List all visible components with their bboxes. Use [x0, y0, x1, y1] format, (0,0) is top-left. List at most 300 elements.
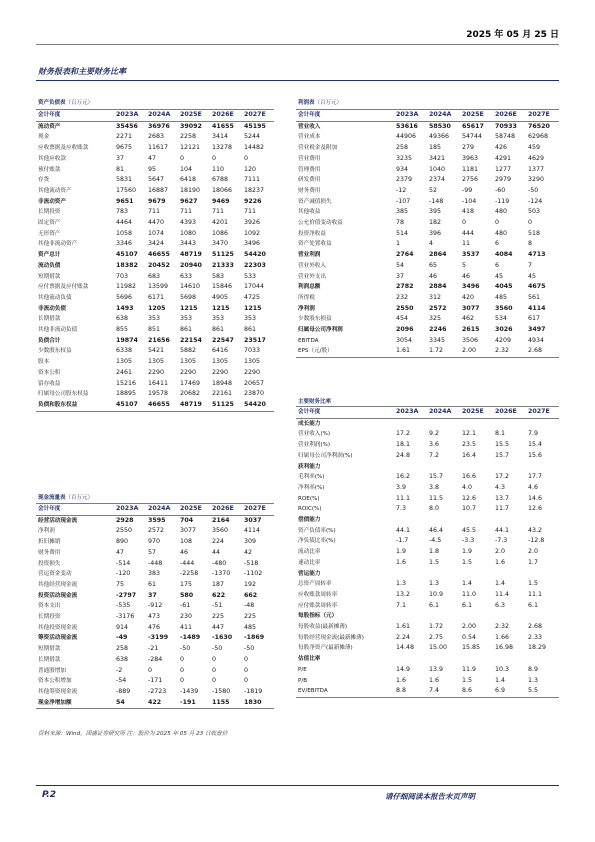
row-label: 折旧摊销	[38, 539, 61, 546]
row-value: 15.85	[462, 644, 481, 652]
row-value: 21656	[148, 336, 170, 344]
row-value: 182	[429, 219, 442, 227]
row-value: 14.48	[396, 644, 415, 652]
row-label: 净利率(%)	[298, 484, 325, 491]
table-row	[36, 143, 274, 154]
row-label: 营业利润(%)	[298, 442, 331, 449]
row-value: 1.61	[396, 623, 411, 631]
row-label: 留存收益	[38, 380, 61, 387]
row-value: 22154	[180, 336, 202, 344]
table-row	[296, 622, 559, 633]
row-value: 4725	[244, 293, 261, 301]
ratios-title-text: 主要财务比率	[298, 399, 332, 405]
row-value: 20452	[148, 261, 170, 269]
row-value: 7033	[244, 347, 261, 355]
table-row	[296, 282, 559, 293]
row-value: 2615	[462, 326, 480, 334]
income-statement-table	[296, 109, 559, 358]
row-value: 9.2	[429, 430, 440, 438]
row-value: 4201	[212, 219, 229, 227]
row-value: 23870	[244, 390, 265, 398]
row-value: 4470	[148, 219, 165, 227]
row-value: 309	[244, 538, 257, 546]
row-value: 4114	[244, 527, 261, 535]
row-value: 47	[116, 548, 125, 556]
row-label: 财务费用	[38, 549, 61, 556]
table-row	[296, 121, 559, 132]
row-value: 3346	[116, 240, 133, 248]
row-value: 58530	[429, 122, 451, 130]
row-value: 2.0	[528, 548, 539, 556]
row-value: -1439	[180, 687, 199, 695]
row-value: 2096	[396, 326, 414, 334]
row-value: 15.00	[429, 644, 448, 652]
table-row	[296, 590, 559, 601]
row-value: 7.4	[427, 686, 460, 697]
row-label: 其他经营现金流	[38, 581, 78, 588]
row-value: 534	[495, 315, 508, 323]
row-value: 54420	[242, 400, 274, 411]
row-value: -120	[116, 570, 131, 578]
row-value: 258	[116, 645, 129, 653]
row-value: 6.1	[429, 601, 440, 609]
row-value: 2928	[116, 516, 134, 524]
row-label: 营运资金变动	[38, 571, 72, 578]
table-row	[296, 314, 559, 325]
row-value: 2864	[429, 251, 447, 259]
row-value: 638	[116, 655, 129, 663]
table-row	[296, 601, 559, 612]
row-label: 现金净增加额	[36, 698, 114, 709]
row-value: 11	[462, 240, 471, 248]
table-row	[296, 526, 559, 537]
row-value: 444	[462, 229, 475, 237]
row-value: 3497	[528, 326, 546, 334]
table-row	[296, 643, 559, 654]
row-value: 3026	[495, 326, 513, 334]
row-label: 研发费用	[298, 177, 321, 184]
row-value: 6788	[212, 176, 229, 184]
row-value: 2782	[396, 283, 414, 291]
row-value: 3037	[244, 516, 262, 524]
row-value: 2246	[429, 326, 447, 334]
table-row	[36, 154, 274, 165]
row-value: 1.5	[528, 580, 539, 588]
row-value: 7111	[244, 176, 261, 184]
row-value: 19578	[148, 390, 169, 398]
row-value: 4905	[212, 293, 229, 301]
row-value: 861	[244, 326, 257, 334]
table-row	[296, 472, 559, 483]
row-value	[526, 611, 559, 622]
table-row	[36, 633, 274, 644]
row-label: 其他流动负债	[38, 294, 72, 301]
row-value: -12.8	[528, 537, 545, 545]
row-value: 6418	[180, 176, 197, 184]
row-value: 480	[495, 229, 508, 237]
row-value: 4114	[528, 304, 546, 312]
row-value: 14610	[180, 283, 201, 291]
table-row	[36, 687, 274, 698]
table-row	[296, 676, 559, 687]
row-value: 583	[212, 272, 225, 280]
row-label: 每股收益(最新摊薄)	[298, 624, 348, 631]
row-value: 22547	[212, 336, 234, 344]
row-value	[460, 515, 493, 526]
row-value: 462	[462, 315, 475, 323]
table-row	[36, 239, 274, 250]
row-value: 0.54	[462, 633, 477, 641]
row-value: 4393	[180, 219, 197, 227]
column-header-year: 2027E	[526, 407, 559, 419]
table-row	[296, 186, 559, 197]
row-value: 2290	[180, 368, 197, 376]
row-value: 1305	[148, 358, 165, 366]
row-label: 现金	[38, 134, 50, 141]
row-value: 7.3	[396, 505, 407, 513]
table-row	[36, 698, 274, 709]
row-value: 5244	[244, 133, 261, 141]
row-value: 5831	[116, 176, 133, 184]
row-value: 15.7	[429, 473, 444, 481]
row-label: ROIC(%)	[298, 506, 322, 513]
row-value: 580	[180, 591, 194, 599]
row-value: 7.9	[528, 430, 539, 438]
row-value: 4464	[116, 219, 133, 227]
ratios-title	[298, 397, 331, 405]
row-value: 1.72	[427, 346, 460, 357]
footer-divider	[36, 785, 559, 786]
row-value: 37	[116, 154, 125, 162]
row-label: 其他流动资产	[38, 187, 72, 194]
row-label: 利润总额	[298, 284, 321, 291]
row-value: 934	[396, 165, 409, 173]
row-value: 44	[212, 548, 221, 556]
table-row	[296, 293, 559, 304]
row-value: -3199	[148, 634, 169, 642]
row-value	[493, 418, 526, 429]
row-value: 36976	[148, 122, 170, 130]
row-label: 其他投资现金流	[38, 624, 78, 631]
income-statement-title	[298, 98, 342, 106]
row-value: 95	[148, 165, 157, 173]
table-row	[36, 559, 274, 570]
row-value: 1.5	[462, 558, 473, 566]
row-label: 资本公积	[38, 369, 61, 376]
row-value: 5	[462, 261, 467, 269]
row-value: 3506	[462, 336, 479, 344]
row-value: 2.75	[429, 633, 444, 641]
row-value: 6.3	[495, 601, 506, 609]
row-label: 流动负债	[38, 262, 61, 269]
row-value: 4713	[528, 251, 546, 259]
row-value: 1.5	[462, 676, 473, 684]
row-value: 1215	[180, 304, 198, 312]
row-label: 速动比率	[298, 559, 321, 566]
row-value: 75	[116, 580, 125, 588]
table-row	[36, 132, 274, 143]
row-value: -148	[429, 197, 444, 205]
row-value: 65617	[462, 122, 484, 130]
row-value: 1155	[210, 698, 242, 709]
row-value: -912	[148, 602, 163, 610]
row-value: 2884	[429, 283, 447, 291]
row-label: 营业收入(%)	[298, 431, 331, 438]
column-header-year: 2023A	[114, 504, 146, 516]
table-row	[36, 389, 274, 400]
table-row	[296, 633, 559, 644]
row-value: 16887	[148, 186, 169, 194]
row-value: 2.00	[460, 346, 493, 357]
row-value	[427, 654, 460, 665]
row-value: -50	[212, 645, 223, 653]
table-row	[296, 665, 559, 676]
row-value: 4.0	[462, 483, 473, 491]
table-row	[36, 548, 274, 559]
row-value: 9627	[180, 197, 198, 205]
row-value: 4291	[495, 154, 512, 162]
row-value: 4675	[528, 283, 546, 291]
row-value: 3926	[244, 219, 261, 227]
row-label: 流动比率	[298, 549, 321, 556]
row-value	[460, 462, 493, 473]
table-row	[36, 666, 274, 677]
row-value: -54	[116, 677, 127, 685]
row-value: 503	[528, 208, 541, 216]
table-row	[36, 250, 274, 261]
row-value: 783	[116, 208, 129, 216]
row-value: 1181	[462, 165, 479, 173]
income-statement-title-text: 利润表	[298, 100, 315, 106]
row-value: 224	[212, 538, 225, 546]
column-header-year: 2025E	[460, 110, 493, 122]
row-label: 投资净收益	[298, 230, 326, 237]
row-value: 48719	[178, 400, 210, 411]
row-value: 192	[244, 580, 257, 588]
row-value: 3054	[396, 336, 413, 344]
row-value: 3963	[462, 154, 479, 162]
row-value: -2797	[116, 591, 137, 599]
row-label: 非流动资产	[38, 198, 66, 205]
row-label: 其他非流动负债	[38, 327, 78, 334]
row-value: 18.1	[396, 441, 411, 449]
row-value: 35456	[116, 122, 138, 130]
row-value: 22303	[244, 261, 266, 269]
row-value: 11.1	[528, 590, 543, 598]
row-value: 9226	[244, 197, 262, 205]
row-value: 2.32	[495, 623, 510, 631]
row-value: 16.98	[495, 644, 514, 652]
row-value: 15.4	[528, 441, 543, 449]
row-value	[526, 654, 559, 665]
row-label: 股本	[38, 359, 50, 366]
row-value: 3077	[462, 304, 480, 312]
row-value: -3176	[116, 613, 135, 621]
row-value: -99	[462, 186, 473, 194]
row-value: 175	[180, 580, 193, 588]
column-header-label: 会计年度	[296, 407, 394, 419]
row-value: 3345	[429, 336, 446, 344]
row-value: 12121	[180, 144, 201, 152]
row-value: 3.6	[429, 441, 440, 449]
row-value: 15846	[212, 283, 233, 291]
row-value: 704	[180, 516, 194, 524]
row-value: 711	[244, 208, 257, 216]
row-label: 资本公积增加	[38, 678, 72, 685]
row-value: 44.1	[495, 526, 510, 534]
table-row	[296, 325, 559, 336]
row-value: 78	[396, 219, 405, 227]
row-value: -51	[212, 602, 223, 610]
column-header-year: 2026E	[210, 504, 242, 516]
table-row	[296, 418, 559, 429]
row-value: 65	[429, 261, 438, 269]
row-value: 7	[528, 261, 533, 269]
row-value: 45	[495, 272, 504, 280]
row-value: 41655	[212, 122, 234, 130]
table-row	[36, 357, 274, 368]
row-value: 3443	[180, 240, 197, 248]
row-value: 518	[528, 229, 541, 237]
row-value: 81	[116, 165, 125, 173]
row-value: 57	[148, 548, 157, 556]
row-label: 每股经营现金流(最新摊薄)	[298, 634, 364, 641]
row-value: 476	[148, 623, 161, 631]
row-label: 资产处置收益	[298, 241, 332, 248]
row-value: 225	[212, 613, 225, 621]
row-value: 1.8	[429, 548, 440, 556]
row-value	[493, 654, 526, 665]
row-value: 1.61	[394, 346, 427, 357]
row-value: 0	[212, 154, 217, 162]
table-row	[36, 175, 274, 186]
row-label: 应收票据及应收账款	[38, 145, 89, 152]
row-value: 1.6	[396, 558, 407, 566]
row-value: 19874	[116, 336, 138, 344]
row-value: 426	[495, 144, 508, 152]
row-value: 325	[429, 315, 442, 323]
row-value: 0	[180, 655, 185, 663]
row-value: 70933	[495, 122, 517, 130]
row-value: 17.2	[495, 473, 510, 481]
row-value: 279	[462, 144, 475, 152]
row-value: 9675	[116, 144, 133, 152]
row-value: 46	[462, 272, 471, 280]
table-row	[36, 293, 274, 304]
row-value: 1.3	[396, 580, 407, 588]
row-value: 51125	[212, 251, 234, 259]
row-value: 420	[462, 293, 475, 301]
row-value: 447	[212, 623, 225, 631]
row-label: 营业费用	[298, 155, 321, 162]
row-value	[427, 462, 460, 473]
table-header-row	[36, 110, 274, 122]
row-value: 1205	[148, 304, 166, 312]
table-row	[36, 368, 274, 379]
row-value: 3235	[396, 154, 413, 162]
row-value: 861	[180, 326, 193, 334]
row-value: 454	[396, 315, 409, 323]
row-value: 2550	[116, 527, 133, 535]
row-value: 2.68	[526, 346, 559, 357]
row-value: 12.6	[528, 505, 543, 513]
row-value: 2.33	[528, 633, 543, 641]
row-value: -1580	[212, 687, 231, 695]
table-row	[36, 655, 274, 666]
column-header-year: 2027E	[242, 504, 274, 516]
row-value: 46655	[146, 400, 178, 411]
row-value: 2683	[148, 133, 165, 141]
table-row	[296, 494, 559, 505]
row-value: 3077	[180, 527, 197, 535]
row-value	[394, 462, 427, 473]
table-row	[36, 272, 274, 283]
row-label: 成长能力	[298, 420, 321, 427]
row-value: 0	[528, 219, 533, 227]
row-value: 5647	[148, 176, 165, 184]
row-value: 1377	[528, 165, 545, 173]
row-label: 归属母公司净利润(%)	[298, 452, 353, 459]
row-value: 4209	[495, 336, 512, 344]
row-value	[394, 418, 427, 429]
row-value: -50	[180, 645, 191, 653]
table-row	[296, 429, 559, 440]
row-value: 411	[180, 623, 193, 631]
row-value: 11.4	[495, 590, 510, 598]
row-value: 3537	[462, 251, 480, 259]
row-value: 46	[180, 548, 189, 556]
table-row	[36, 515, 274, 526]
table-row	[36, 165, 274, 176]
row-value: 17560	[116, 186, 137, 194]
row-value: 17.2	[396, 430, 411, 438]
row-value: 1092	[244, 229, 261, 237]
header-divider	[36, 44, 559, 45]
row-value: 45.5	[462, 526, 477, 534]
row-value: 1.4	[495, 676, 506, 684]
table-row	[296, 239, 559, 250]
row-value: 2.0	[495, 548, 506, 556]
row-label: 短期借款	[38, 273, 61, 280]
row-value: 61	[148, 580, 157, 588]
column-header-year: 2023A	[394, 110, 427, 122]
column-header-year: 2023A	[114, 110, 146, 122]
row-value: -104	[462, 197, 477, 205]
row-value: 914	[116, 623, 129, 631]
row-value: 4629	[528, 154, 545, 162]
row-value: -518	[244, 559, 259, 567]
row-value: -61	[180, 602, 191, 610]
column-header-year: 2025E	[178, 504, 210, 516]
row-value	[427, 569, 460, 580]
row-value: 485	[495, 293, 508, 301]
table-row	[36, 569, 274, 580]
row-value: 2.00	[462, 623, 477, 631]
row-value: 0	[462, 219, 467, 227]
row-value: 1086	[212, 229, 229, 237]
row-label: 经营活动现金流	[38, 517, 78, 524]
row-value	[526, 569, 559, 580]
row-value: 46655	[148, 251, 170, 259]
row-value: 11982	[116, 283, 137, 291]
cash-flow-title-text: 现金流量表	[38, 495, 66, 501]
row-value: 9469	[212, 197, 230, 205]
row-value: 45195	[244, 122, 266, 130]
row-value: 54	[114, 698, 146, 709]
row-value: -448	[148, 559, 163, 567]
row-value: 16411	[148, 379, 169, 387]
row-value: 561	[528, 293, 541, 301]
